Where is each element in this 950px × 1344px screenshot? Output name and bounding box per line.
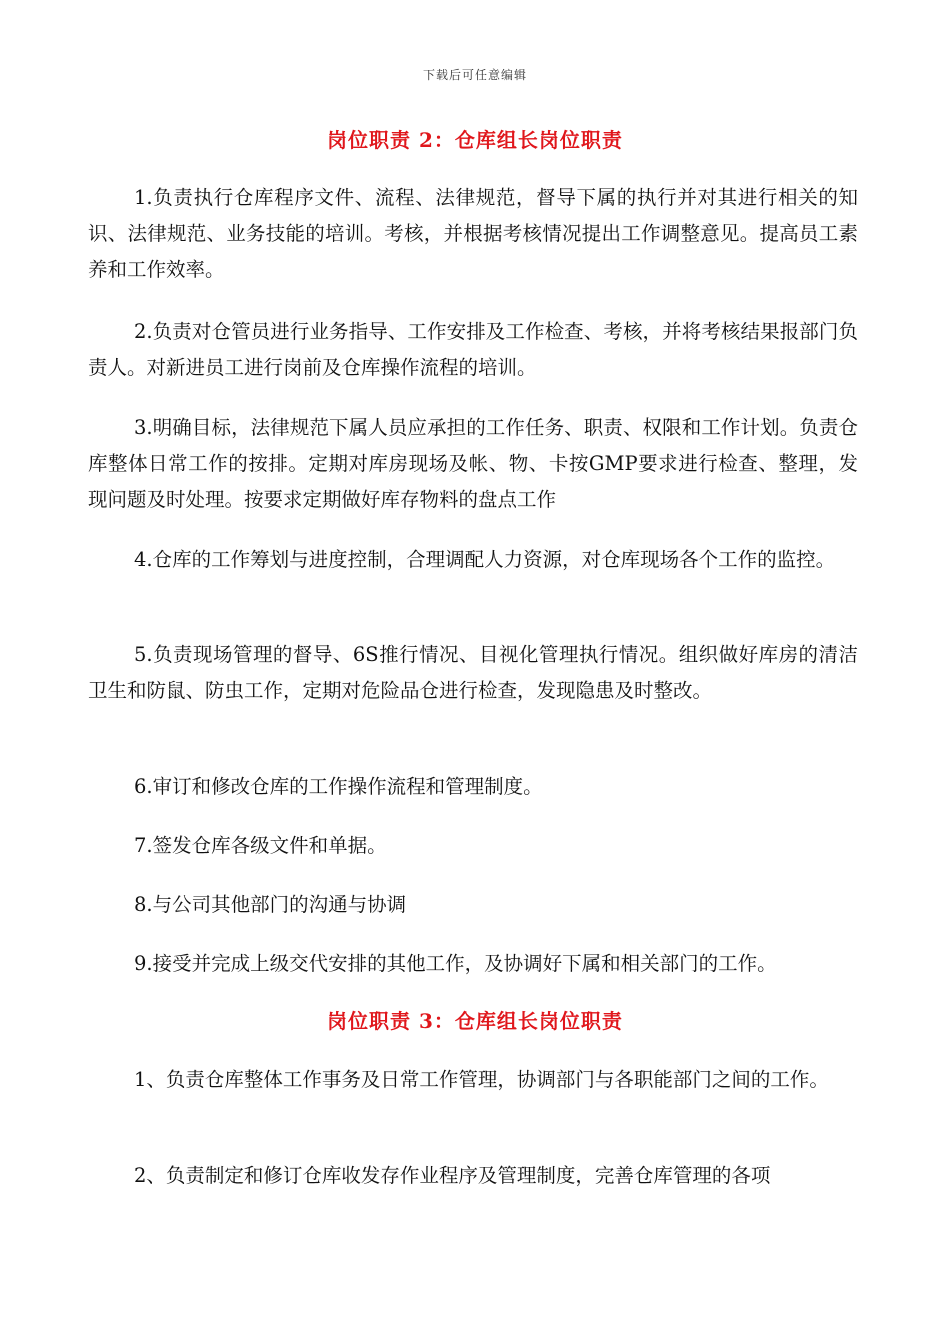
duty-item-2: 2.负责对仓管员进行业务指导、工作安排及工作检查、考核，并将考核结果报部门负责人。对新进员工进行岗前及仓库操作流程的培训。 [88, 320, 858, 379]
section-title-3: 岗位职责 3：仓库组长岗位职责 [327, 1009, 623, 1033]
duty-item-3-2: 2、负责制定和修订仓库收发存作业程序及管理制度，完善仓库管理的各项 [134, 1164, 771, 1187]
duty-item-4: 4.仓库的工作筹划与进度控制，合理调配人力资源，对仓库现场各个工作的监控。 [134, 548, 836, 571]
duty-item-5: 5.负责现场管理的督导、6S推行情况、目视化管理执行情况。组织做好库房的清洁卫生和防鼠、防虫工作，定期对危险品仓进行检查，发现隐患及时整改。 [88, 643, 858, 702]
duty-item-6: 6.审订和修改仓库的工作操作流程和管理制度。 [134, 775, 543, 798]
duty-item-8: 8.与公司其他部门的沟通与协调 [134, 893, 407, 916]
duty-item-3-1: 1、负责仓库整体工作事务及日常工作管理，协调部门与各职能部门之间的工作。 [134, 1068, 829, 1091]
duty-item-1: 1.负责执行仓库程序文件、流程、法律规范，督导下属的执行并对其进行相关的知识、法律规范、业务技能的培训。考核，并根据考核情况提出工作调整意见。提高员工素养和工作效率。 [88, 186, 858, 281]
section-title-2: 岗位职责 2：仓库组长岗位职责 [327, 128, 623, 152]
duty-item-9: 9.接受并完成上级交代安排的其他工作，及协调好下属和相关部门的工作。 [134, 952, 777, 975]
page-header-note: 下载后可任意编辑 [422, 68, 527, 82]
duty-item-3: 3.明确目标，法律规范下属人员应承担的工作任务、职责、权限和工作计划。负责仓库整体日常工作的按排。定期对库房现场及帐、物、卡按GMP要求进行检查、整理，发现问题及时处理。按要求定期做好库存物料的盘点工作 [88, 416, 858, 511]
duty-item-7: 7.签发仓库各级文件和单据。 [134, 834, 387, 857]
